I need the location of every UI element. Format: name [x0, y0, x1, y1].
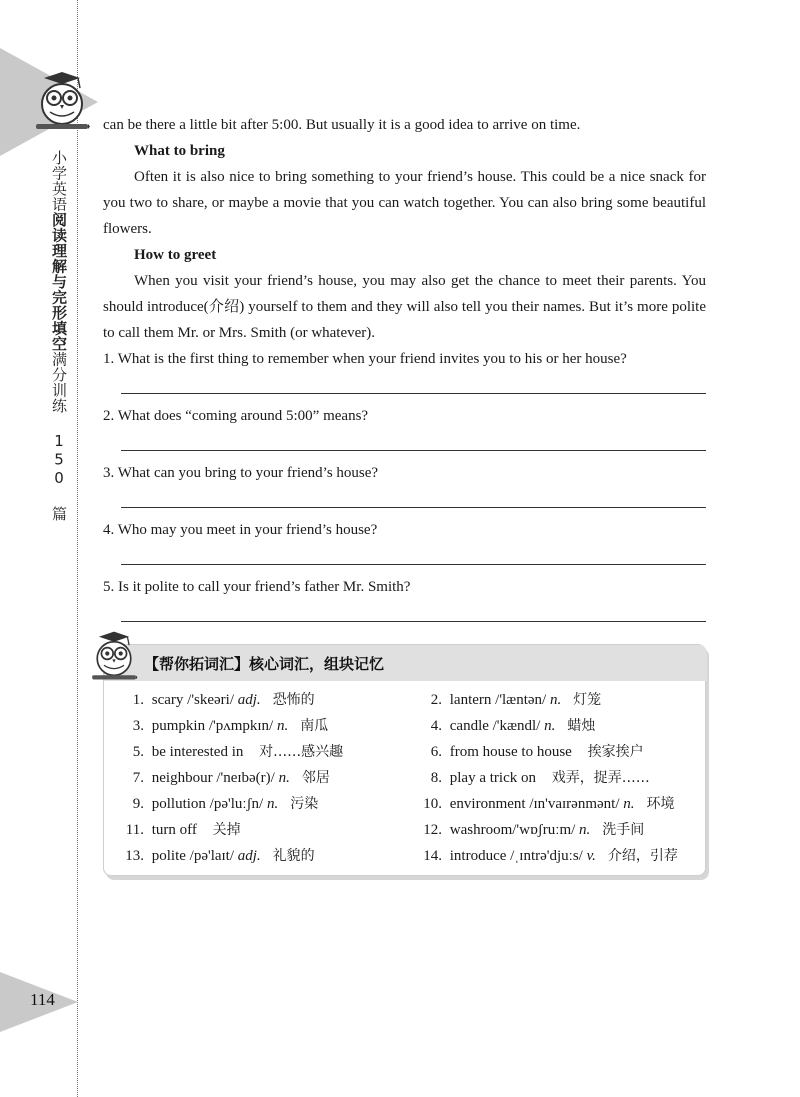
vocabulary-item-meaning: 环境	[646, 796, 675, 812]
question-text: 5. Is it polite to call your friend’s father Mr. Smith?	[103, 579, 411, 595]
vocabulary-item-meaning: 蜡烛	[567, 718, 596, 734]
vocabulary-item-meaning: 洗手间	[602, 822, 645, 838]
question-text: 4. Who may you meet in your friend’s house?	[103, 522, 378, 538]
vocabulary-item	[122, 845, 315, 865]
paragraph-how-to-greet: When you visit your friend’s house, you may also get the chance to meet their parents. You should introduce(介绍) yourself to them and they will also tell you their names. But it’s more polite to call them Mr. or Mrs. Smith (or whatever).	[103, 273, 706, 341]
vocabulary-row	[116, 819, 701, 845]
vocabulary-item-pos: n.	[549, 692, 562, 708]
vocabulary-item-meaning: 礼貌的	[272, 848, 315, 864]
question-item	[103, 517, 706, 574]
vocabulary-item-meaning: 戏弄，捉弄……	[551, 770, 650, 786]
vocabulary-item-pos: n.	[544, 718, 556, 734]
vocabulary-item-number: 5.	[132, 744, 144, 760]
vocabulary-item-pos: v.	[586, 848, 596, 864]
vocabulary-item	[420, 767, 650, 787]
vocabulary-grid	[116, 689, 701, 871]
vocabulary-item-pos: n.	[266, 796, 279, 812]
question-item	[103, 460, 706, 517]
vocabulary-item-number: 12.	[423, 822, 442, 838]
vocabulary-item	[122, 741, 343, 761]
vocabulary-item-pos: n.	[276, 718, 289, 734]
vocabulary-item-pos: adj.	[237, 848, 261, 864]
answer-line[interactable]	[121, 564, 706, 565]
answer-line[interactable]	[121, 393, 706, 394]
vocabulary-row	[116, 767, 701, 793]
question-item	[103, 346, 706, 403]
vocabulary-item-word: scary /'skeəri/	[151, 692, 235, 708]
vocabulary-item-meaning: 污染	[290, 796, 319, 812]
answer-line[interactable]	[121, 507, 706, 508]
vocabulary-item-number: 4.	[430, 718, 442, 734]
vocabulary-item-number: 10.	[423, 796, 442, 812]
owl-mascot-icon	[34, 70, 90, 132]
vocabulary-item	[122, 767, 330, 787]
vocabulary-box	[103, 644, 706, 876]
vocabulary-item-word: pumpkin /'pʌmpkɪn/	[151, 718, 274, 734]
question-text: 2. What does “coming around 5:00” means?	[103, 408, 369, 424]
question-text: 3. What can you bring to your friend’s house?	[103, 465, 379, 481]
book-title-part1: 小学英语	[50, 150, 68, 212]
vocabulary-item-meaning: 对……感兴趣	[259, 744, 344, 760]
vocabulary-item	[122, 689, 315, 709]
vocabulary-row	[116, 715, 701, 741]
vocabulary-item-meaning: 邻居	[301, 770, 330, 786]
vocabulary-row	[116, 845, 701, 871]
vocabulary-item-word: washroom/'wɒʃruːm/	[449, 822, 576, 838]
section-heading-how-to-greet: How to greet	[134, 247, 217, 263]
vocabulary-item	[420, 819, 644, 839]
book-title-part3: 满分训练 150 篇	[50, 351, 68, 522]
vocabulary-item-number: 7.	[132, 770, 144, 786]
passage-line-0: can be there a little bit after 5:00. But usually it is a good idea to arrive on time.	[103, 117, 581, 133]
vocabulary-item-number: 13.	[125, 848, 144, 864]
vocabulary-item	[420, 689, 601, 709]
vocabulary-row	[116, 793, 701, 819]
vocabulary-item-number: 1.	[132, 692, 144, 708]
vocabulary-item-word: play a trick on	[449, 770, 536, 786]
vocabulary-row	[116, 689, 701, 715]
vocabulary-item	[420, 793, 675, 813]
vocabulary-item-meaning: 灯笼	[573, 692, 602, 708]
vocabulary-item-word: lantern /'læntən/	[449, 692, 547, 708]
vocabulary-item-meaning: 介绍，引荐	[607, 848, 678, 864]
vocabulary-item-word: be interested in	[151, 744, 244, 760]
owl-mascot-icon	[90, 630, 138, 682]
section-heading-what-to-bring: What to bring	[134, 143, 225, 159]
vocabulary-item-number: 3.	[132, 718, 144, 734]
vocabulary-item-word: turn off	[151, 822, 197, 838]
vocabulary-row	[116, 741, 701, 767]
book-title-part2: 阅读理解与完形填空	[50, 212, 68, 352]
vocabulary-item	[420, 741, 644, 761]
vocabulary-item	[122, 715, 328, 735]
answer-line[interactable]	[121, 621, 706, 622]
vocabulary-item-pos: adj.	[237, 692, 261, 708]
vocabulary-item-word: polite /pə'laɪt/	[151, 848, 235, 864]
vocabulary-item-word: introduce /ˌɪntrə'djuːs/	[449, 848, 583, 864]
book-title-vertical	[50, 150, 70, 522]
vocabulary-item	[122, 819, 241, 839]
reading-passage	[103, 112, 706, 346]
vocabulary-item-meaning: 恐怖的	[272, 692, 315, 708]
vocabulary-item-pos: n.	[579, 822, 591, 838]
vocabulary-item-meaning: 关掉	[212, 822, 241, 838]
paragraph-what-to-bring: Often it is also nice to bring something to your friend’s house. This could be a nice snack for you two to share, or maybe a movie that you can watch together. You can also bring some beautiful flowers.	[103, 169, 706, 237]
vocabulary-item-pos: n.	[623, 796, 635, 812]
vocabulary-item-word: environment /ɪn'vaɪrənmənt/	[449, 796, 620, 812]
vocabulary-item-word: pollution /pə'luːʃn/	[151, 796, 264, 812]
answer-line[interactable]	[121, 450, 706, 451]
vocabulary-item-word: candle /'kændl/	[449, 718, 541, 734]
vocabulary-item-number: 8.	[430, 770, 442, 786]
vocabulary-item	[420, 845, 678, 865]
vocabulary-item-meaning: 南瓜	[300, 718, 329, 734]
vocabulary-item	[122, 793, 318, 813]
page-number: 114	[30, 990, 55, 1009]
question-item	[103, 403, 706, 460]
binding-dotted-line	[77, 0, 78, 1097]
vocabulary-item-word: neighbour /'neɪbə(r)/	[151, 770, 275, 786]
vocabulary-item	[420, 715, 595, 735]
vocabulary-title: 【帮你拓词汇】核心词汇，组块记忆	[144, 655, 385, 673]
vocabulary-item-pos: n.	[278, 770, 290, 786]
vocabulary-item-number: 6.	[430, 744, 442, 760]
vocabulary-item-number: 11.	[125, 822, 144, 838]
vocabulary-item-meaning: 挨家挨户	[587, 744, 644, 760]
vocabulary-header	[104, 645, 707, 681]
question-text: 1. What is the first thing to remember when your friend invites you to his or her house?	[103, 351, 627, 367]
question-item	[103, 574, 706, 631]
vocabulary-item-number: 2.	[430, 692, 442, 708]
vocabulary-item-number: 9.	[132, 796, 144, 812]
vocabulary-item-word: from house to house	[449, 744, 572, 760]
vocabulary-item-number: 14.	[423, 848, 442, 864]
question-list	[103, 346, 706, 631]
